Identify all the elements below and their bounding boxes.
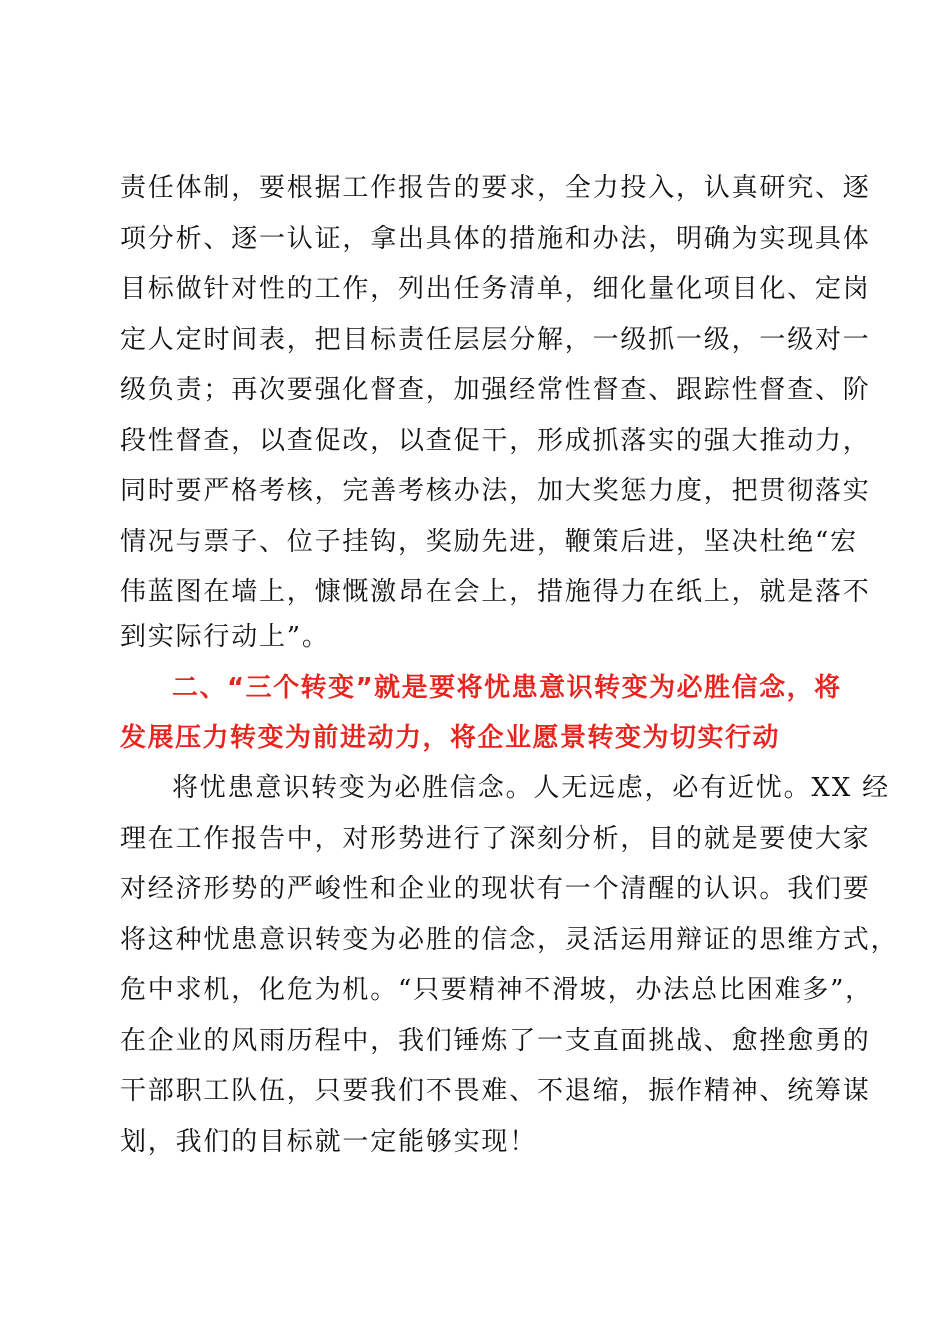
text-line: 级负责；再次要强化督查，加强经常性督查、跟踪性督查、阶 xyxy=(120,375,871,405)
text-line: 划，我们的目标就一定能够实现！ xyxy=(120,1127,538,1157)
text-line: 目标做针对性的工作，列出任务清单，细化量化项目化、定岗 xyxy=(120,274,871,304)
text-line: 将忧患意识转变为必胜信念。人无远虑，必有近忧。XX 经 xyxy=(172,773,890,803)
text-line: 同时要严格考核，完善考核办法，加大奖惩力度，把贯彻落实 xyxy=(120,476,871,506)
text-line: 干部职工队伍，只要我们不畏难、不退缩，振作精神、统筹谋 xyxy=(120,1076,871,1106)
text-line: 段性督查，以查促改，以查促干，形成抓落实的强大推动力， xyxy=(120,426,871,456)
text-line: 项分析、逐一认证，拿出具体的措施和办法，明确为实现具体 xyxy=(120,224,871,254)
text-line: 情况与票子、位子挂钩，奖励先进，鞭策后进，坚决杜绝“宏 xyxy=(120,527,858,557)
text-line: 到实际行动上”。 xyxy=(120,622,330,652)
text-line: 将这种忧患意识转变为必胜的信念，灵活运用辩证的思维方式， xyxy=(120,925,899,955)
text-line: 责任体制，要根据工作报告的要求，全力投入，认真研究、逐 xyxy=(120,173,871,203)
text-line: 理在工作报告中，对形势进行了深刻分析，目的就是要使大家 xyxy=(120,824,871,854)
text-line: 危中求机，化危为机。“只要精神不滑坡，办法总比困难多”， xyxy=(120,975,873,1005)
text-line: 伟蓝图在墙上，慷慨激昂在会上，措施得力在纸上，就是落不 xyxy=(120,577,871,607)
text-line: 在企业的风雨历程中，我们锤炼了一支直面挑战、愈挫愈勇的 xyxy=(120,1026,871,1056)
heading-line: 二、“三个转变”就是要将忧患意识转变为必胜信念，将 xyxy=(172,673,842,703)
text-line: 定人定时间表，把目标责任层层分解，一级抓一级，一级对一 xyxy=(120,325,871,355)
heading-line: 发展压力转变为前进动力，将企业愿景转变为切实行动 xyxy=(120,723,781,753)
text-line: 对经济形势的严峻性和企业的现状有一个清醒的认识。我们要 xyxy=(120,874,871,904)
